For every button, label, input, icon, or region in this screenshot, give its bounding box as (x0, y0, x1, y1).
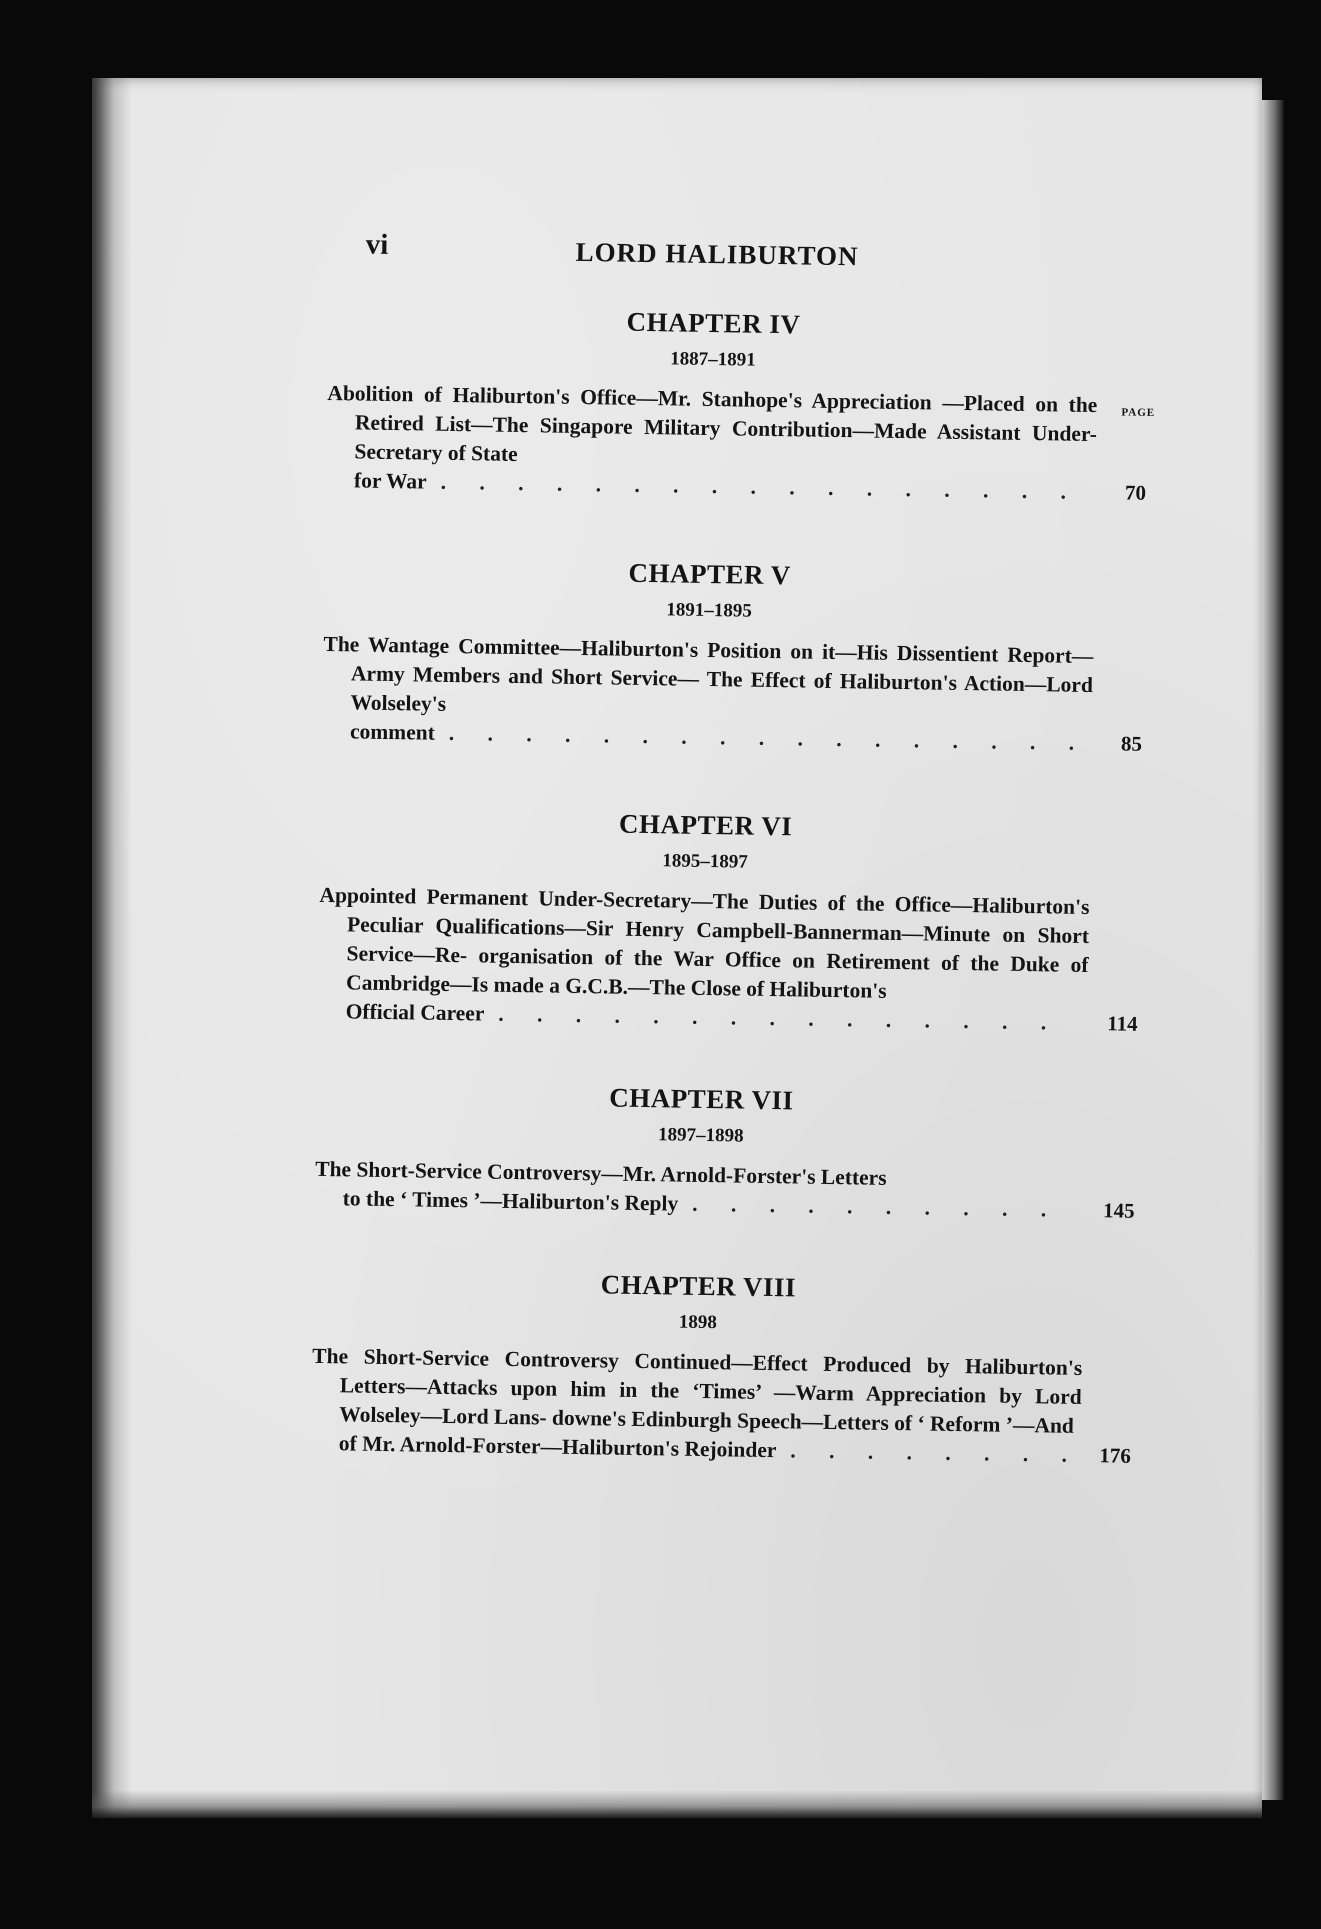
page-gutter-shadow (92, 78, 132, 1818)
summary-last-text: comment (349, 719, 436, 745)
chapter-summary: Appointed Permanent Under-Secretary—The Duties of the Office—Haliburton's Peculiar Qualifications—Sir Henry Campbell-Bannerman—Minute on Short Service—Re- organisation of the War Office on Retirement of the Duke of Cambridge—Is made a G.C.B.—The Close of Haliburton's (319, 882, 1090, 1003)
chapter-years: 1897–1898 (657, 1124, 744, 1147)
page-reference: 114 (1107, 1011, 1138, 1036)
page-right-edge (1262, 100, 1284, 1800)
page-bottom-edge (92, 1790, 1262, 1818)
chapter-years: 1898 (678, 1311, 718, 1334)
page-column-label: PAGE (1121, 406, 1156, 419)
summary-last-text: of Mr. Arnold-Forster—Haliburton's Rejoinder (338, 1431, 777, 1463)
chapter-heading: CHAPTER IV (626, 306, 801, 340)
chapter-years: 1887–1891 (670, 348, 756, 371)
page-reference: 70 (1124, 480, 1147, 505)
page-reference: 145 (1102, 1198, 1135, 1223)
chapter-entry (326, 302, 1156, 507)
chapter-entry (311, 1265, 1132, 1470)
chapter-summary: The Short-Service Controversy Continued—Effect Produced by Haliburton's Letters—Attacks upon him in the ‘Times’ —Warm Appreciation by Lord Wolseley—Lord Lans- downe's Edinburgh Speech—Letters of ‘ Reform ’—And (312, 1343, 1083, 1438)
summary-last-text: for War (353, 468, 427, 494)
chapter-heading: CHAPTER V (628, 557, 791, 591)
chapter-years: 1891–1895 (666, 599, 752, 622)
chapter-summary: The Wantage Committee—Haliburton's Position on it—His Dissentient Report—Army Members and Short Service— The Effect of Haliburton's Action—Lord Wolseley's (323, 631, 1094, 716)
page-reference: 176 (1099, 1443, 1132, 1468)
chapter-summary: The Short-Service Controversy—Mr. Arnold-Forster's Letters (315, 1156, 887, 1190)
chapter-heading: CHAPTER VI (618, 808, 793, 842)
summary-last-text: to the ‘ Times ’—Haliburton's Reply (342, 1186, 679, 1216)
chapter-heading: CHAPTER VIII (600, 1269, 797, 1303)
page-numeral: vi (365, 228, 389, 261)
chapter-entry (315, 1078, 1135, 1225)
summary-last-text: Official Career (345, 999, 485, 1026)
dot-leader (790, 1436, 1073, 1469)
chapter-entry (317, 804, 1138, 1038)
table-of-contents (311, 228, 1156, 1470)
dot-leader (692, 1190, 1077, 1225)
chapter-heading: CHAPTER VII (608, 1082, 794, 1116)
chapter-summary: Abolition of Haliburton's Office—Mr. Stanhope's Appreciation —Placed on the Retired List—The Singapore Military Contribution—Made Assistant Under-Secretary of State (327, 380, 1098, 466)
chapter-entry (322, 553, 1143, 758)
book-title: LORD HALIBURTON (575, 236, 859, 272)
page-reference: 85 (1120, 731, 1143, 756)
chapter-years: 1895–1897 (662, 850, 749, 873)
